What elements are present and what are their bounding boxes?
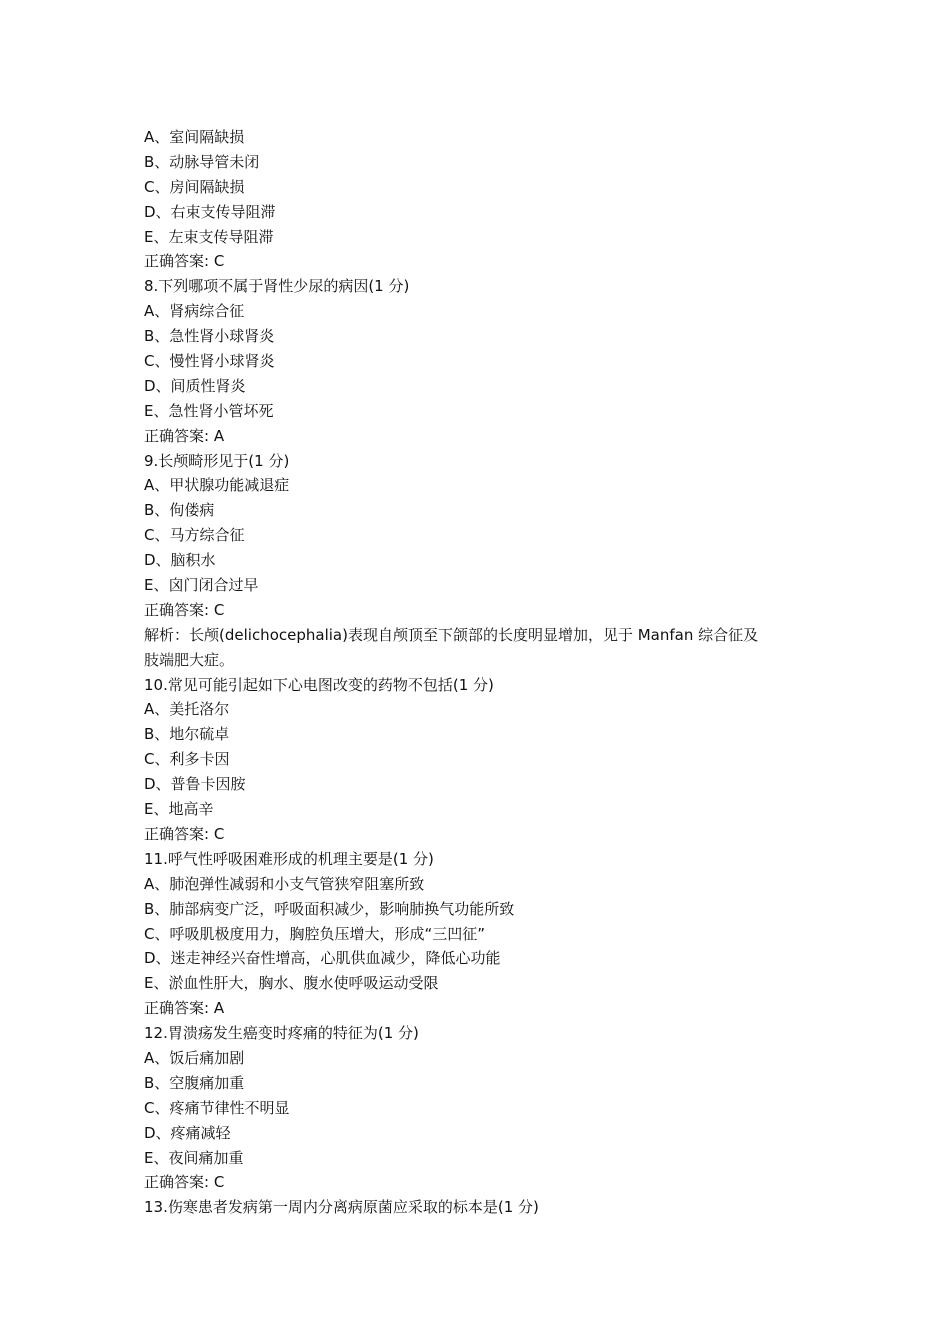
option-b: B、佝偻病 xyxy=(144,501,215,520)
option-a: A、饭后痛加剧 xyxy=(144,1048,245,1067)
option-b: B、肺部病变广泛，呼吸面积减少，影响肺换气功能所致 xyxy=(144,899,515,918)
explanation: 解析：长颅(delichocephalia)表现自颅顶至下颌部的长度明显增加，见于 Manfan 综合征及 xyxy=(144,625,759,644)
option-d: D、间质性肾炎 xyxy=(144,376,246,395)
option-a: A、甲状腺功能减退症 xyxy=(144,476,290,495)
option-a: A、肺泡弹性减弱和小支气管狭窄阻塞所致 xyxy=(144,874,425,893)
option-c: C、慢性肾小球肾炎 xyxy=(144,352,275,371)
option-d: D、普鲁卡因胺 xyxy=(144,775,246,794)
option-e: E、夜间痛加重 xyxy=(144,1148,244,1167)
option-e: E、囟门闭合过早 xyxy=(144,576,259,595)
question-13: 13.伤寒患者发病第一周内分离病原菌应采取的标本是(1 分) xyxy=(144,1198,539,1217)
option-d: D、疼痛减轻 xyxy=(144,1123,231,1142)
question-12: 12.胃溃疡发生癌变时疼痛的特征为(1 分) xyxy=(144,1024,419,1043)
option-c: C、马方综合征 xyxy=(144,526,245,545)
option-c: C、房间隔缺损 xyxy=(144,177,245,196)
correct-answer: 正确答案: A xyxy=(144,426,225,445)
option-e: E、急性肾小管坏死 xyxy=(144,401,274,420)
correct-answer: 正确答案: C xyxy=(144,252,225,271)
option-a: A、肾病综合征 xyxy=(144,302,245,321)
question-8: 8.下列哪项不属于肾性少尿的病因(1 分) xyxy=(144,277,410,296)
question-list xyxy=(144,125,824,1220)
option-c: C、呼吸肌极度用力，胸腔负压增大，形成“三凹征” xyxy=(144,924,486,943)
option-b: B、地尔硫卓 xyxy=(144,725,230,744)
correct-answer: 正确答案: A xyxy=(144,999,225,1018)
correct-answer: 正确答案: C xyxy=(144,824,225,843)
question-10: 10.常见可能引起如下心电图改变的药物不包括(1 分) xyxy=(144,675,494,694)
correct-answer: 正确答案: C xyxy=(144,600,225,619)
option-e: E、左束支传导阻滞 xyxy=(144,227,274,246)
option-d: D、脑积水 xyxy=(144,551,216,570)
option-b: B、急性肾小球肾炎 xyxy=(144,327,275,346)
option-e: E、地高辛 xyxy=(144,800,214,819)
option-e: E、淤血性肝大，胸水、腹水使呼吸运动受限 xyxy=(144,974,439,993)
option-a: A、室间隔缺损 xyxy=(144,128,245,146)
option-c: C、利多卡因 xyxy=(144,750,230,769)
option-d: D、右束支传导阻滞 xyxy=(144,202,276,221)
explanation-continued: 肢端肥大症。 xyxy=(144,650,235,669)
question-11: 11.呼气性呼吸困难形成的机理主要是(1 分) xyxy=(144,849,434,868)
question-9: 9.长颅畸形见于(1 分) xyxy=(144,451,290,470)
correct-answer: 正确答案: C xyxy=(144,1173,225,1192)
option-d: D、迷走神经兴奋性增高，心肌供血减少，降低心功能 xyxy=(144,949,501,968)
option-b: B、动脉导管未闭 xyxy=(144,152,260,171)
option-a: A、美托洛尔 xyxy=(144,700,230,719)
option-c: C、疼痛节律性不明显 xyxy=(144,1098,290,1117)
option-b: B、空腹痛加重 xyxy=(144,1073,245,1092)
